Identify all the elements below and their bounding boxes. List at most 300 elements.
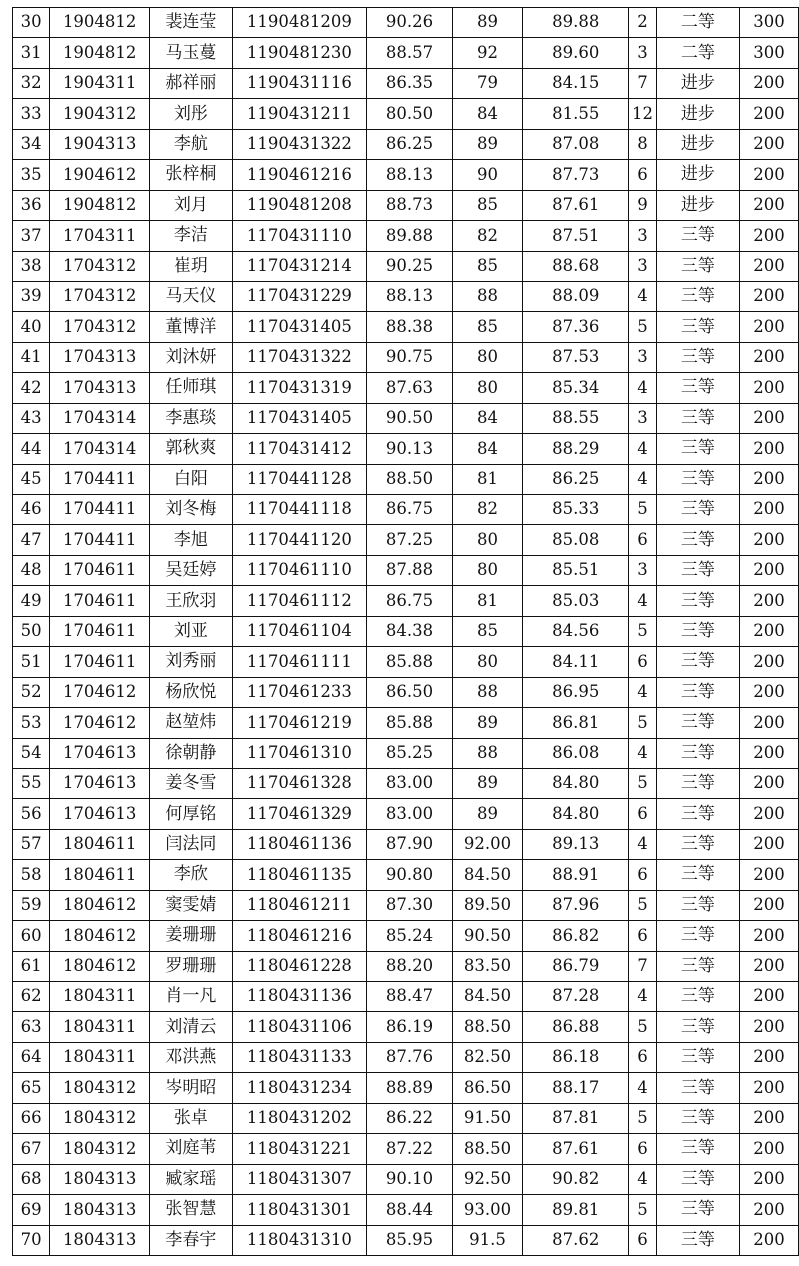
award-level-cell: 三等	[656, 708, 739, 738]
class-code-cell: 1704613	[50, 768, 150, 798]
amount-cell: 200	[740, 373, 799, 403]
award-level-cell: 三等	[656, 829, 739, 859]
rank-cell: 4	[629, 373, 656, 403]
score-a-cell: 88.44	[367, 1195, 453, 1225]
student-id-cell: 1170431110	[232, 221, 367, 251]
table-row	[13, 99, 799, 129]
table-row	[13, 1073, 799, 1103]
table-row	[13, 8, 799, 38]
table-row	[13, 677, 799, 707]
total-score-cell: 87.61	[523, 1134, 629, 1164]
student-id-cell: 1170461112	[232, 586, 367, 616]
score-a-cell: 87.76	[367, 1042, 453, 1072]
score-b-cell: 89	[452, 8, 522, 38]
score-b-cell: 86.50	[452, 1073, 522, 1103]
rank-cell: 3	[629, 555, 656, 585]
amount-cell: 200	[740, 1103, 799, 1133]
score-a-cell: 88.13	[367, 281, 453, 311]
rank-cell: 5	[629, 495, 656, 525]
row-index-cell: 42	[13, 373, 50, 403]
amount-cell: 200	[740, 829, 799, 859]
student-name-cell: 刘沐妍	[150, 342, 232, 372]
amount-cell: 200	[740, 951, 799, 981]
award-level-cell: 三等	[656, 525, 739, 555]
score-a-cell: 87.25	[367, 525, 453, 555]
student-id-cell: 1170461233	[232, 677, 367, 707]
class-code-cell: 1704311	[50, 221, 150, 251]
row-index-cell: 44	[13, 434, 50, 464]
table-row	[13, 738, 799, 768]
class-code-cell: 1704611	[50, 616, 150, 646]
row-index-cell: 39	[13, 281, 50, 311]
table-row	[13, 860, 799, 890]
student-id-cell: 1180431221	[232, 1134, 367, 1164]
class-code-cell: 1804611	[50, 829, 150, 859]
total-score-cell: 87.08	[523, 129, 629, 159]
student-name-cell: 臧家瑶	[150, 1164, 232, 1194]
score-a-cell: 86.50	[367, 677, 453, 707]
student-name-cell: 马玉蔓	[150, 38, 232, 68]
class-code-cell: 1804313	[50, 1195, 150, 1225]
total-score-cell: 84.15	[523, 68, 629, 98]
row-index-cell: 46	[13, 495, 50, 525]
table-row	[13, 312, 799, 342]
score-b-cell: 91.50	[452, 1103, 522, 1133]
table-row	[13, 464, 799, 494]
rank-cell: 12	[629, 99, 656, 129]
amount-cell: 200	[740, 768, 799, 798]
student-name-cell: 姜珊珊	[150, 921, 232, 951]
amount-cell: 200	[740, 160, 799, 190]
row-index-cell: 45	[13, 464, 50, 494]
row-index-cell: 34	[13, 129, 50, 159]
row-index-cell: 37	[13, 221, 50, 251]
score-a-cell: 85.24	[367, 921, 453, 951]
class-code-cell: 1704411	[50, 525, 150, 555]
student-id-cell: 1180431310	[232, 1225, 367, 1255]
row-index-cell: 66	[13, 1103, 50, 1133]
score-a-cell: 86.19	[367, 1012, 453, 1042]
student-id-cell: 1180431106	[232, 1012, 367, 1042]
row-index-cell: 38	[13, 251, 50, 281]
student-id-cell: 1180461211	[232, 890, 367, 920]
award-level-cell: 三等	[656, 1195, 739, 1225]
award-level-cell: 进步	[656, 160, 739, 190]
class-code-cell: 1804313	[50, 1164, 150, 1194]
student-name-cell: 刘亚	[150, 616, 232, 646]
award-level-cell: 三等	[656, 281, 739, 311]
rank-cell: 8	[629, 129, 656, 159]
class-code-cell: 1704312	[50, 251, 150, 281]
rank-cell: 3	[629, 251, 656, 281]
class-code-cell: 1704613	[50, 799, 150, 829]
award-level-cell: 三等	[656, 495, 739, 525]
student-name-cell: 刘清云	[150, 1012, 232, 1042]
amount-cell: 200	[740, 982, 799, 1012]
score-b-cell: 90	[452, 160, 522, 190]
student-id-cell: 1170441120	[232, 525, 367, 555]
rank-cell: 5	[629, 768, 656, 798]
class-code-cell: 1704313	[50, 373, 150, 403]
total-score-cell: 84.80	[523, 768, 629, 798]
amount-cell: 200	[740, 1012, 799, 1042]
table-row	[13, 647, 799, 677]
class-code-cell: 1704313	[50, 342, 150, 372]
rank-cell: 6	[629, 860, 656, 890]
total-score-cell: 87.96	[523, 890, 629, 920]
award-level-cell: 三等	[656, 221, 739, 251]
amount-cell: 200	[740, 342, 799, 372]
table-row	[13, 68, 799, 98]
student-name-cell: 张梓桐	[150, 160, 232, 190]
score-b-cell: 85	[452, 312, 522, 342]
student-name-cell: 赵堃炜	[150, 708, 232, 738]
row-index-cell: 48	[13, 555, 50, 585]
score-a-cell: 84.38	[367, 616, 453, 646]
student-name-cell: 徐朝静	[150, 738, 232, 768]
row-index-cell: 58	[13, 860, 50, 890]
amount-cell: 200	[740, 738, 799, 768]
total-score-cell: 88.29	[523, 434, 629, 464]
score-a-cell: 87.63	[367, 373, 453, 403]
student-id-cell: 1170431405	[232, 312, 367, 342]
score-b-cell: 89	[452, 129, 522, 159]
student-name-cell: 窦雯婧	[150, 890, 232, 920]
total-score-cell: 86.82	[523, 921, 629, 951]
table-row	[13, 1164, 799, 1194]
score-b-cell: 85	[452, 616, 522, 646]
score-b-cell: 89.50	[452, 890, 522, 920]
student-name-cell: 邓洪燕	[150, 1042, 232, 1072]
student-id-cell: 1170431214	[232, 251, 367, 281]
class-code-cell: 1704314	[50, 434, 150, 464]
award-level-cell: 三等	[656, 312, 739, 342]
row-index-cell: 53	[13, 708, 50, 738]
score-b-cell: 92	[452, 38, 522, 68]
score-b-cell: 91.5	[452, 1225, 522, 1255]
total-score-cell: 86.79	[523, 951, 629, 981]
class-code-cell: 1804611	[50, 860, 150, 890]
total-score-cell: 90.82	[523, 1164, 629, 1194]
score-a-cell: 86.35	[367, 68, 453, 98]
score-a-cell: 86.22	[367, 1103, 453, 1133]
table-row	[13, 251, 799, 281]
award-level-cell: 三等	[656, 647, 739, 677]
student-id-cell: 1170441118	[232, 495, 367, 525]
amount-cell: 200	[740, 555, 799, 585]
row-index-cell: 56	[13, 799, 50, 829]
student-name-cell: 裴连莹	[150, 8, 232, 38]
class-code-cell: 1704612	[50, 677, 150, 707]
table-body	[13, 8, 799, 1256]
table-row	[13, 373, 799, 403]
table-row	[13, 403, 799, 433]
award-level-cell: 三等	[656, 616, 739, 646]
student-id-cell: 1190431116	[232, 68, 367, 98]
student-id-cell: 1190481209	[232, 8, 367, 38]
award-level-cell: 三等	[656, 677, 739, 707]
class-code-cell: 1704411	[50, 495, 150, 525]
score-b-cell: 82	[452, 221, 522, 251]
class-code-cell: 1704312	[50, 312, 150, 342]
amount-cell: 200	[740, 708, 799, 738]
amount-cell: 200	[740, 1164, 799, 1194]
rank-cell: 5	[629, 708, 656, 738]
score-b-cell: 84	[452, 99, 522, 129]
award-level-cell: 三等	[656, 464, 739, 494]
amount-cell: 200	[740, 1195, 799, 1225]
score-b-cell: 82	[452, 495, 522, 525]
row-index-cell: 51	[13, 647, 50, 677]
rank-cell: 3	[629, 342, 656, 372]
class-code-cell: 1804612	[50, 890, 150, 920]
rank-cell: 4	[629, 586, 656, 616]
amount-cell: 200	[740, 860, 799, 890]
student-id-cell: 1170431319	[232, 373, 367, 403]
amount-cell: 200	[740, 281, 799, 311]
total-score-cell: 86.25	[523, 464, 629, 494]
amount-cell: 200	[740, 1225, 799, 1255]
score-b-cell: 90.50	[452, 921, 522, 951]
table-row	[13, 525, 799, 555]
class-code-cell: 1904612	[50, 160, 150, 190]
table-row	[13, 1103, 799, 1133]
class-code-cell: 1704611	[50, 586, 150, 616]
class-code-cell: 1904812	[50, 38, 150, 68]
student-id-cell: 1190431211	[232, 99, 367, 129]
score-a-cell: 85.95	[367, 1225, 453, 1255]
score-a-cell: 90.50	[367, 403, 453, 433]
row-index-cell: 67	[13, 1134, 50, 1164]
total-score-cell: 89.81	[523, 1195, 629, 1225]
total-score-cell: 87.81	[523, 1103, 629, 1133]
award-level-cell: 进步	[656, 99, 739, 129]
class-code-cell: 1704314	[50, 403, 150, 433]
score-a-cell: 85.88	[367, 708, 453, 738]
class-code-cell: 1904312	[50, 99, 150, 129]
amount-cell: 200	[740, 403, 799, 433]
total-score-cell: 86.81	[523, 708, 629, 738]
student-name-cell: 李欣	[150, 860, 232, 890]
score-a-cell: 90.25	[367, 251, 453, 281]
award-level-cell: 三等	[656, 1073, 739, 1103]
rank-cell: 4	[629, 1073, 656, 1103]
table-row	[13, 921, 799, 951]
score-b-cell: 88	[452, 738, 522, 768]
student-id-cell: 1180461216	[232, 921, 367, 951]
score-a-cell: 88.20	[367, 951, 453, 981]
student-name-cell: 李洁	[150, 221, 232, 251]
score-b-cell: 88	[452, 281, 522, 311]
rank-cell: 4	[629, 1164, 656, 1194]
amount-cell: 200	[740, 1073, 799, 1103]
table-row	[13, 342, 799, 372]
score-a-cell: 88.47	[367, 982, 453, 1012]
total-score-cell: 88.17	[523, 1073, 629, 1103]
amount-cell: 200	[740, 677, 799, 707]
student-id-cell: 1170441128	[232, 464, 367, 494]
award-level-cell: 三等	[656, 738, 739, 768]
student-name-cell: 崔玥	[150, 251, 232, 281]
total-score-cell: 88.09	[523, 281, 629, 311]
score-b-cell: 80	[452, 647, 522, 677]
total-score-cell: 84.11	[523, 647, 629, 677]
rank-cell: 5	[629, 312, 656, 342]
row-index-cell: 41	[13, 342, 50, 372]
table-row	[13, 1225, 799, 1255]
student-id-cell: 1170431412	[232, 434, 367, 464]
score-b-cell: 84	[452, 403, 522, 433]
row-index-cell: 36	[13, 190, 50, 220]
award-level-cell: 二等	[656, 8, 739, 38]
score-b-cell: 85	[452, 190, 522, 220]
scholarship-table-page	[12, 7, 799, 1256]
amount-cell: 200	[740, 647, 799, 677]
student-name-cell: 杨欣悦	[150, 677, 232, 707]
award-level-cell: 进步	[656, 129, 739, 159]
score-b-cell: 80	[452, 555, 522, 585]
row-index-cell: 54	[13, 738, 50, 768]
score-b-cell: 92.00	[452, 829, 522, 859]
award-level-cell: 三等	[656, 951, 739, 981]
student-name-cell: 刘秀丽	[150, 647, 232, 677]
student-id-cell: 1170431322	[232, 342, 367, 372]
student-name-cell: 郝祥丽	[150, 68, 232, 98]
amount-cell: 200	[740, 221, 799, 251]
amount-cell: 200	[740, 190, 799, 220]
award-level-cell: 三等	[656, 799, 739, 829]
student-id-cell: 1170461329	[232, 799, 367, 829]
award-level-cell: 进步	[656, 68, 739, 98]
total-score-cell: 89.88	[523, 8, 629, 38]
student-id-cell: 1180461135	[232, 860, 367, 890]
student-name-cell: 闫法同	[150, 829, 232, 859]
rank-cell: 6	[629, 160, 656, 190]
total-score-cell: 89.60	[523, 38, 629, 68]
student-name-cell: 张卓	[150, 1103, 232, 1133]
rank-cell: 7	[629, 68, 656, 98]
table-row	[13, 38, 799, 68]
student-id-cell: 1180431307	[232, 1164, 367, 1194]
table-row	[13, 890, 799, 920]
table-row	[13, 221, 799, 251]
table-row	[13, 281, 799, 311]
total-score-cell: 87.62	[523, 1225, 629, 1255]
student-name-cell: 李惠琰	[150, 403, 232, 433]
score-b-cell: 80	[452, 525, 522, 555]
score-a-cell: 89.88	[367, 221, 453, 251]
score-a-cell: 87.22	[367, 1134, 453, 1164]
table-row	[13, 1195, 799, 1225]
total-score-cell: 87.53	[523, 342, 629, 372]
rank-cell: 2	[629, 8, 656, 38]
score-a-cell: 88.50	[367, 464, 453, 494]
student-name-cell: 马天仪	[150, 281, 232, 311]
amount-cell: 200	[740, 586, 799, 616]
class-code-cell: 1904812	[50, 190, 150, 220]
rank-cell: 9	[629, 190, 656, 220]
total-score-cell: 86.18	[523, 1042, 629, 1072]
student-id-cell: 1180431301	[232, 1195, 367, 1225]
amount-cell: 200	[740, 799, 799, 829]
score-a-cell: 90.80	[367, 860, 453, 890]
scholarship-table	[12, 7, 799, 1256]
total-score-cell: 86.88	[523, 1012, 629, 1042]
rank-cell: 6	[629, 525, 656, 555]
row-index-cell: 63	[13, 1012, 50, 1042]
class-code-cell: 1704613	[50, 738, 150, 768]
row-index-cell: 64	[13, 1042, 50, 1072]
row-index-cell: 70	[13, 1225, 50, 1255]
score-b-cell: 88.50	[452, 1134, 522, 1164]
score-b-cell: 88	[452, 677, 522, 707]
row-index-cell: 33	[13, 99, 50, 129]
score-b-cell: 84	[452, 434, 522, 464]
table-row	[13, 129, 799, 159]
student-id-cell: 1190431322	[232, 129, 367, 159]
award-level-cell: 三等	[656, 1042, 739, 1072]
table-row	[13, 586, 799, 616]
score-b-cell: 79	[452, 68, 522, 98]
row-index-cell: 62	[13, 982, 50, 1012]
row-index-cell: 35	[13, 160, 50, 190]
total-score-cell: 81.55	[523, 99, 629, 129]
award-level-cell: 三等	[656, 982, 739, 1012]
award-level-cell: 三等	[656, 1103, 739, 1133]
score-b-cell: 83.50	[452, 951, 522, 981]
score-a-cell: 87.90	[367, 829, 453, 859]
total-score-cell: 86.08	[523, 738, 629, 768]
total-score-cell: 84.56	[523, 616, 629, 646]
score-b-cell: 81	[452, 586, 522, 616]
total-score-cell: 87.36	[523, 312, 629, 342]
rank-cell: 6	[629, 1225, 656, 1255]
student-id-cell: 1170431405	[232, 403, 367, 433]
rank-cell: 6	[629, 1134, 656, 1164]
score-b-cell: 84.50	[452, 860, 522, 890]
table-row	[13, 951, 799, 981]
award-level-cell: 三等	[656, 403, 739, 433]
student-id-cell: 1170461310	[232, 738, 367, 768]
class-code-cell: 1704411	[50, 464, 150, 494]
rank-cell: 5	[629, 1195, 656, 1225]
student-name-cell: 董博洋	[150, 312, 232, 342]
student-id-cell: 1170461111	[232, 647, 367, 677]
score-b-cell: 92.50	[452, 1164, 522, 1194]
student-name-cell: 岑明昭	[150, 1073, 232, 1103]
total-score-cell: 85.51	[523, 555, 629, 585]
score-a-cell: 90.75	[367, 342, 453, 372]
class-code-cell: 1804312	[50, 1103, 150, 1133]
class-code-cell: 1904812	[50, 8, 150, 38]
student-name-cell: 郭秋爽	[150, 434, 232, 464]
total-score-cell: 88.91	[523, 860, 629, 890]
table-row	[13, 434, 799, 464]
student-name-cell: 李春宇	[150, 1225, 232, 1255]
score-b-cell: 89	[452, 768, 522, 798]
award-level-cell: 三等	[656, 342, 739, 372]
award-level-cell: 三等	[656, 1134, 739, 1164]
student-name-cell: 张智慧	[150, 1195, 232, 1225]
award-level-cell: 三等	[656, 1225, 739, 1255]
score-a-cell: 88.73	[367, 190, 453, 220]
row-index-cell: 59	[13, 890, 50, 920]
rank-cell: 5	[629, 1103, 656, 1133]
student-name-cell: 肖一凡	[150, 982, 232, 1012]
student-id-cell: 1180431234	[232, 1073, 367, 1103]
amount-cell: 200	[740, 921, 799, 951]
score-b-cell: 82.50	[452, 1042, 522, 1072]
